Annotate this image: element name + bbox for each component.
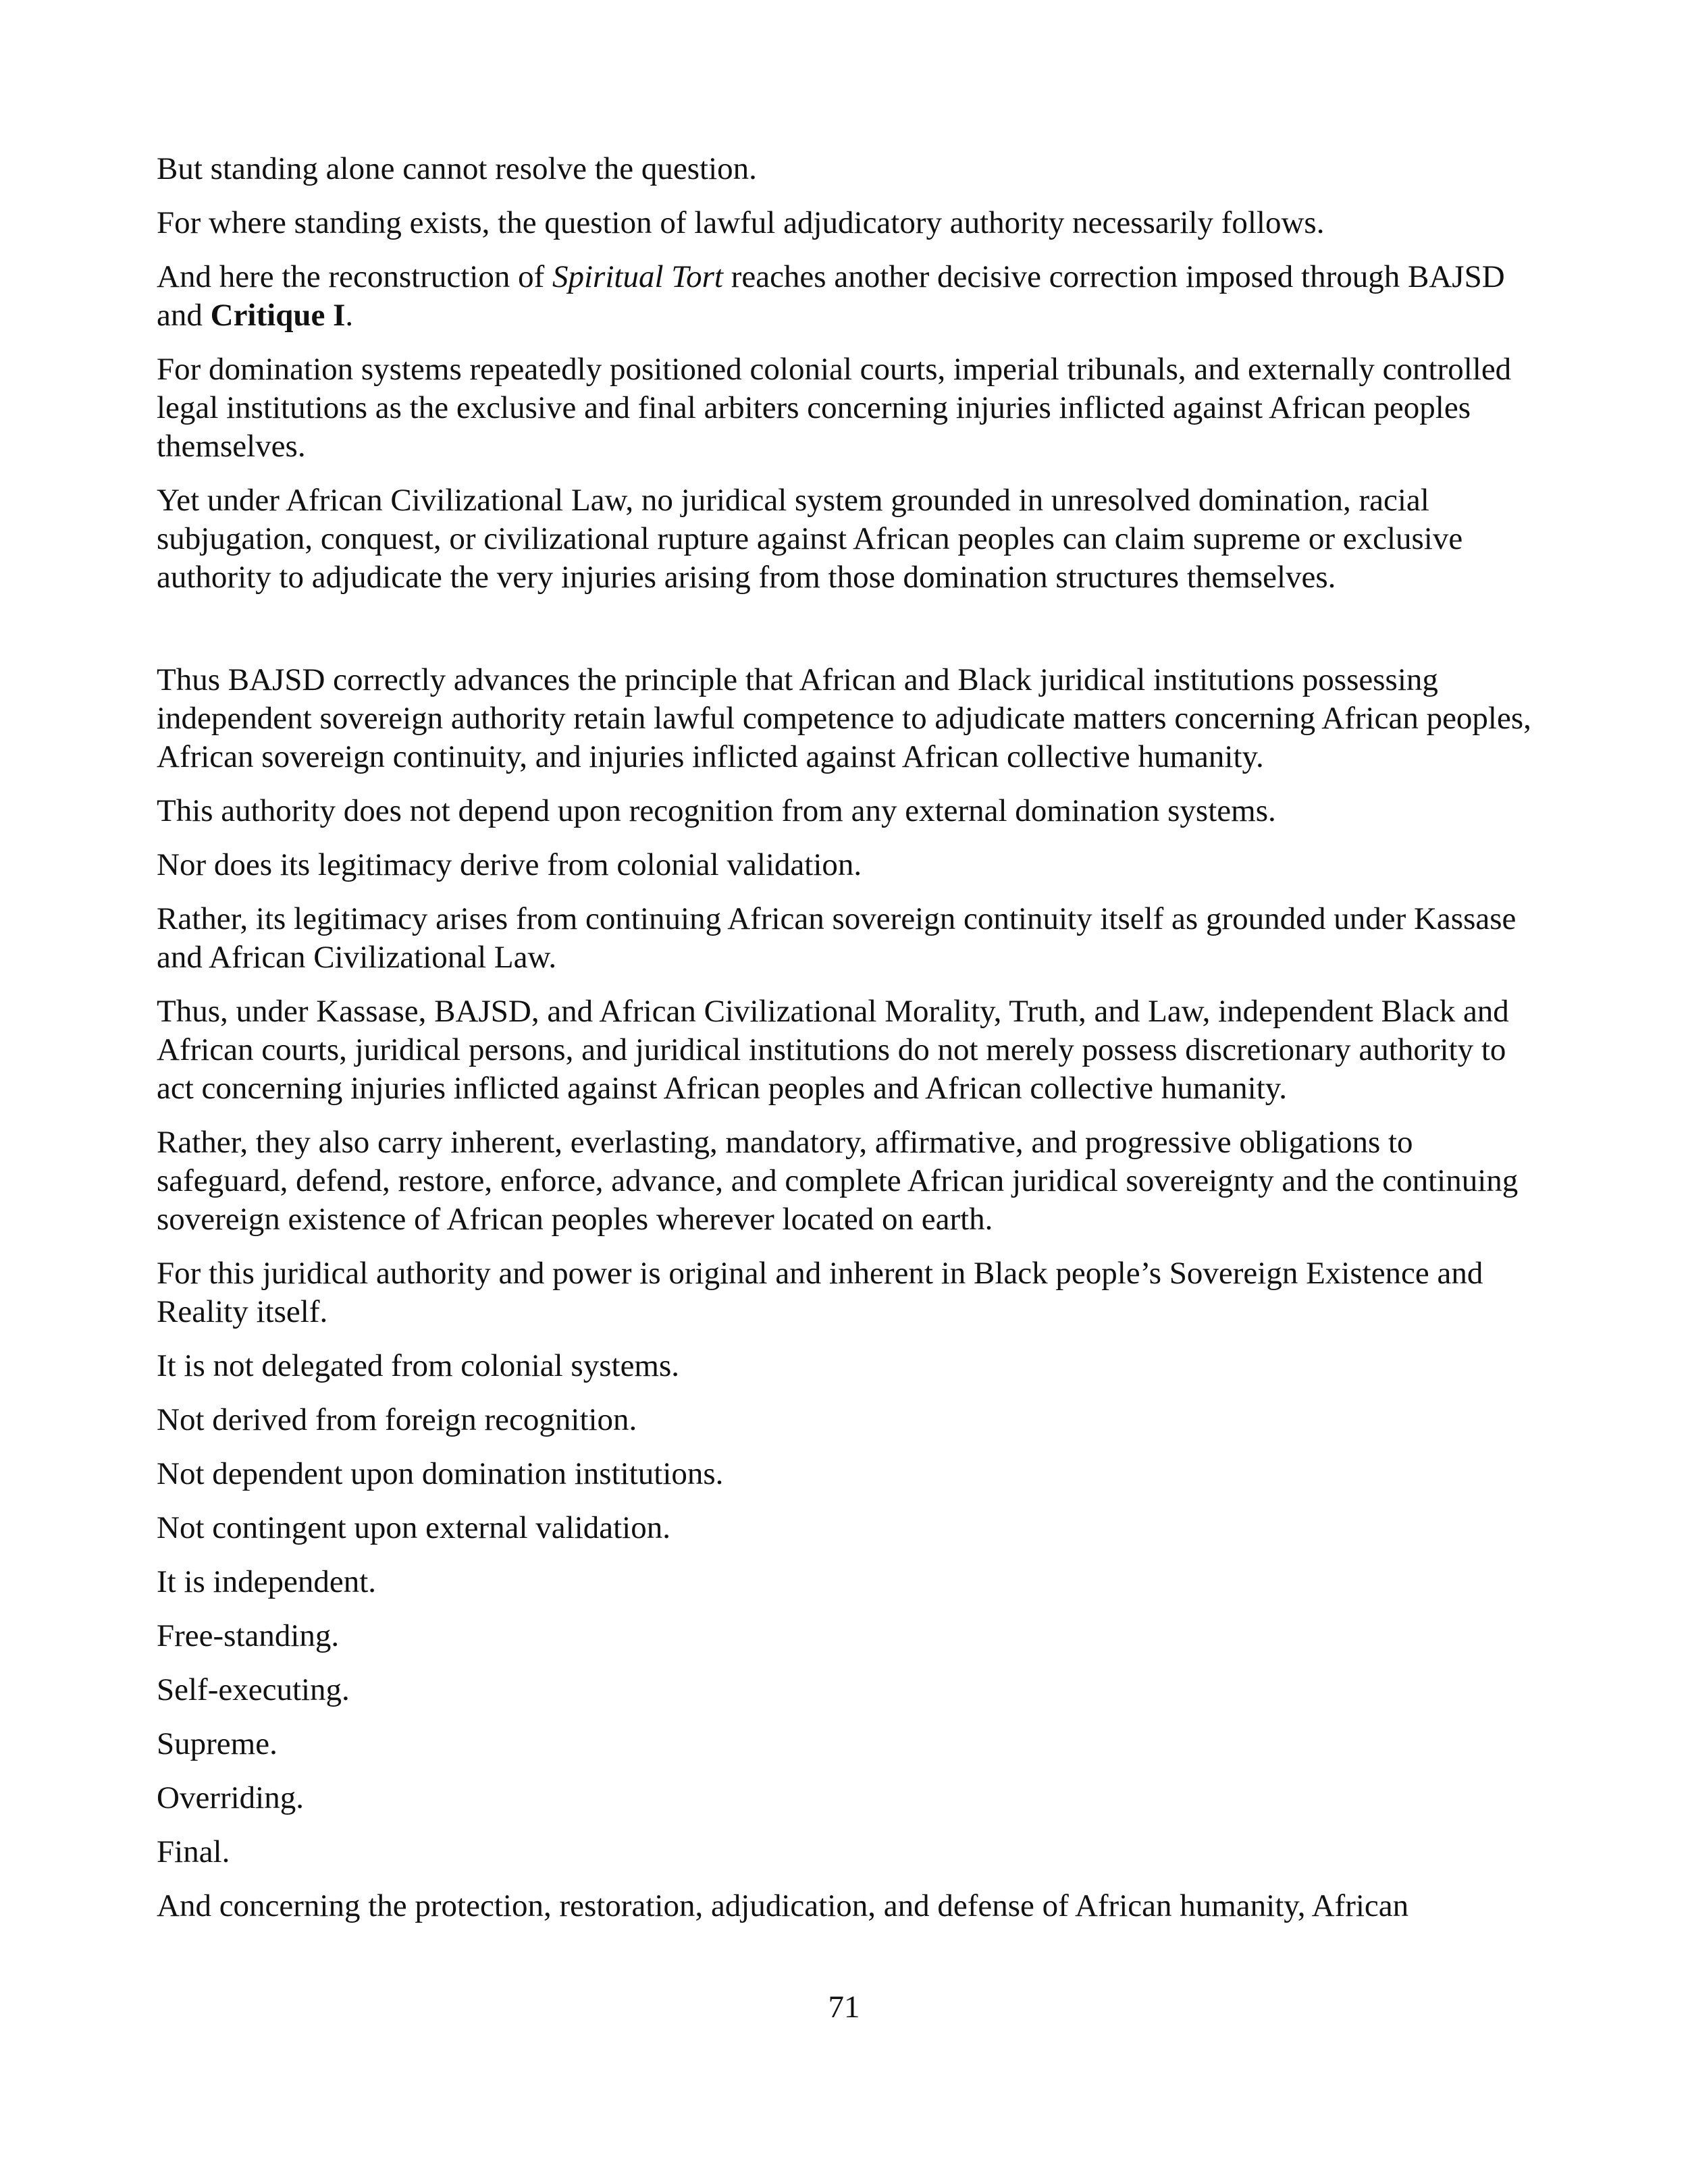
bold-reference: Critique I xyxy=(210,298,346,333)
paragraph: For this juridical authority and power is original and inherent in Black people’s Sovereign Existence and Reality itself. xyxy=(157,1256,1483,1329)
paragraph: But standing alone cannot resolve the question. xyxy=(157,151,757,186)
paragraph: It is not delegated from colonial systems. xyxy=(157,1348,680,1383)
body-text xyxy=(157,150,1548,1941)
paragraph: For domination systems repeatedly positioned colonial courts, imperial tribunals, and externally controlled legal institutions as the exclusive and final arbiters concerning injuries inflicted against African peoples themselves. xyxy=(157,352,1512,464)
paragraph: For where standing exists, the question of lawful adjudicatory authority necessarily follows. xyxy=(157,205,1325,240)
paragraph: This authority does not depend upon recognition from any external domination systems. xyxy=(157,793,1276,828)
paragraph: Final. xyxy=(157,1834,230,1869)
paragraph: And concerning the protection, restoration, adjudication, and defense of African humanity, African xyxy=(157,1888,1409,1923)
paragraph xyxy=(157,258,1548,335)
paragraph: Thus, under Kassase, BAJSD, and African Civilizational Morality, Truth, and Law, independent Black and African courts, juridical persons, and juridical institutions do not merely possess discretionary authority to act concerning injuries inflicted against African peoples and African collective humanity. xyxy=(157,994,1509,1106)
paragraph-text: And here the reconstruction of xyxy=(157,259,552,294)
italic-title: Spiritual Tort xyxy=(552,259,723,294)
paragraph: Not dependent upon domination institutions. xyxy=(157,1456,724,1491)
paragraph: Yet under African Civilizational Law, no juridical system grounded in unresolved domination, racial subjugation, conquest, or civilizational rupture against African peoples can claim supreme or exclusive authority to adjudicate the very injuries arising from those domination structures themselves. xyxy=(157,483,1463,595)
paragraph: Rather, its legitimacy arises from continuing African sovereign continuity itself as grounded under Kassase and African Civilizational Law. xyxy=(157,901,1516,975)
paragraph: Not contingent upon external validation. xyxy=(157,1510,670,1545)
paragraph: Nor does its legitimacy derive from colonial validation. xyxy=(157,847,862,882)
paragraph: Supreme. xyxy=(157,1726,278,1761)
paragraph: Thus BAJSD correctly advances the principle that African and Black juridical institutions possessing independent sovereign authority retain lawful competence to adjudicate matters concerning African peoples, African sovereign continuity, and injuries inflicted against African collective humanity. xyxy=(157,662,1531,774)
paragraph-text: . xyxy=(345,298,354,333)
paragraph: Overriding. xyxy=(157,1780,304,1815)
paragraph: It is independent. xyxy=(157,1564,377,1599)
page-number: 71 xyxy=(828,1990,860,2025)
paragraph: Self-executing. xyxy=(157,1672,350,1707)
paragraph: Not derived from foreign recognition. xyxy=(157,1402,637,1437)
paragraph: Rather, they also carry inherent, everlasting, mandatory, affirmative, and progressive obligations to safeguard, defend, restore, enforce, advance, and complete African juridical sovereignty and the continuing sovereign existence of African peoples wherever located on earth. xyxy=(157,1125,1519,1237)
paragraph: Free-standing. xyxy=(157,1618,340,1653)
paragraph-text: reaches another decisive correction imposed through BAJSD and xyxy=(157,259,1505,333)
